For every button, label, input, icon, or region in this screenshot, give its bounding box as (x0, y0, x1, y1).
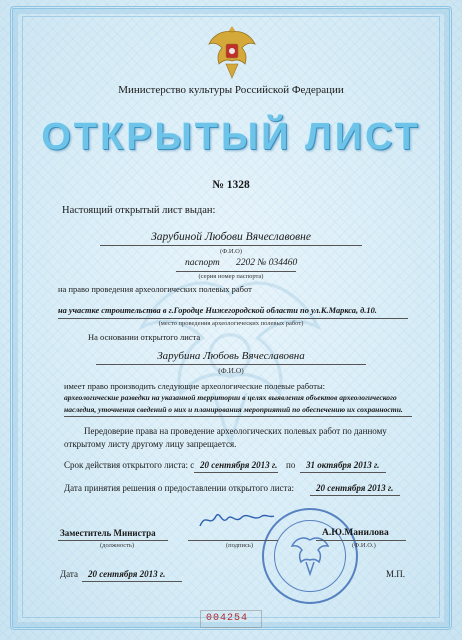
works-line-1: археологические разведки на указанной территории в целях выявления объектов археологического (64, 393, 397, 402)
signature-icon (196, 508, 276, 532)
right-text: на право проведения археологических полевых работ (58, 284, 252, 294)
ministry-name: Министерство культуры Российской Федерации (118, 84, 344, 96)
document-number: № 1328 (212, 179, 250, 191)
mp-label: М.П. (386, 569, 406, 579)
works-intro: имеет право производить следующие археологические полевые работы: (64, 381, 326, 391)
validity-from: 20 сентября 2013 г. (200, 460, 278, 470)
decision-rule (310, 495, 400, 496)
basis-fio-caption: (Ф.И.О) (218, 366, 244, 375)
site-caption: (место проведения археологических полевых работ) (158, 320, 304, 327)
fio-caption: (Ф.И.О) (219, 248, 243, 255)
validity-to-label: по (286, 460, 296, 470)
issued-to-label: Настоящий открытый лист выдан: (62, 205, 216, 216)
works-rule (64, 416, 412, 417)
works-line-2: наследия, уточнения сведений о них и планирования мероприятий по обеспечению их сохранности. (64, 405, 403, 414)
transfer-line-1: Передоверие права на проведение археологических полевых работ по данному (84, 426, 387, 436)
signer-fio-caption: (Ф.И.О.) (352, 542, 376, 549)
holder-name: Зарубиной Любови Вячеславовне (151, 231, 311, 243)
transfer-line-2: открытому листу другому лицу запрещается. (64, 439, 237, 449)
date-value: 20 сентября 2013 г. (88, 569, 166, 579)
coat-of-arms-icon (206, 20, 258, 82)
passport-rule (176, 271, 296, 272)
basis-name-rule (96, 364, 366, 365)
decision-label: Дата принятия решения о предоставлении открытого листа: (64, 483, 295, 493)
basis-name: Зарубина Любовь Вячеславовна (157, 350, 305, 362)
validity-from-rule (194, 472, 278, 473)
position-rule (58, 540, 168, 541)
validity-to: 31 октября 2013 г. (306, 460, 380, 470)
signer-name: А.Ю.Манилова (322, 528, 389, 538)
document-title: ОТКРЫТЫЙ ЛИСТ (41, 116, 421, 158)
date-label: Дата (60, 569, 78, 579)
official-stamp (262, 508, 358, 604)
serial-number: 004254 (206, 613, 249, 624)
signature-rule (188, 540, 278, 541)
passport-value: 2202 № 034460 (236, 258, 298, 268)
holder-name-rule (100, 245, 362, 246)
basis-label: На основании открытого листа (88, 332, 201, 342)
signature-caption: (подпись) (226, 542, 253, 549)
work-site: на участке строительства в г.Городце Нижегородской области по ул.К.Маркса, д.10. (58, 306, 377, 315)
signer-position: Заместитель Министра (60, 528, 156, 538)
passport-label: паспорт (185, 258, 220, 268)
validity-to-rule (300, 472, 386, 473)
decision-date: 20 сентября 2013 г. (316, 483, 394, 493)
passport-caption: (серия номер паспорта) (198, 273, 264, 280)
date-rule (82, 581, 182, 582)
validity-label: Срок действия открытого листа: с (64, 460, 195, 470)
stamp-eagle-icon (264, 510, 356, 602)
site-rule (58, 318, 408, 319)
signer-name-rule (316, 540, 406, 541)
position-caption: (должность) (100, 542, 135, 549)
